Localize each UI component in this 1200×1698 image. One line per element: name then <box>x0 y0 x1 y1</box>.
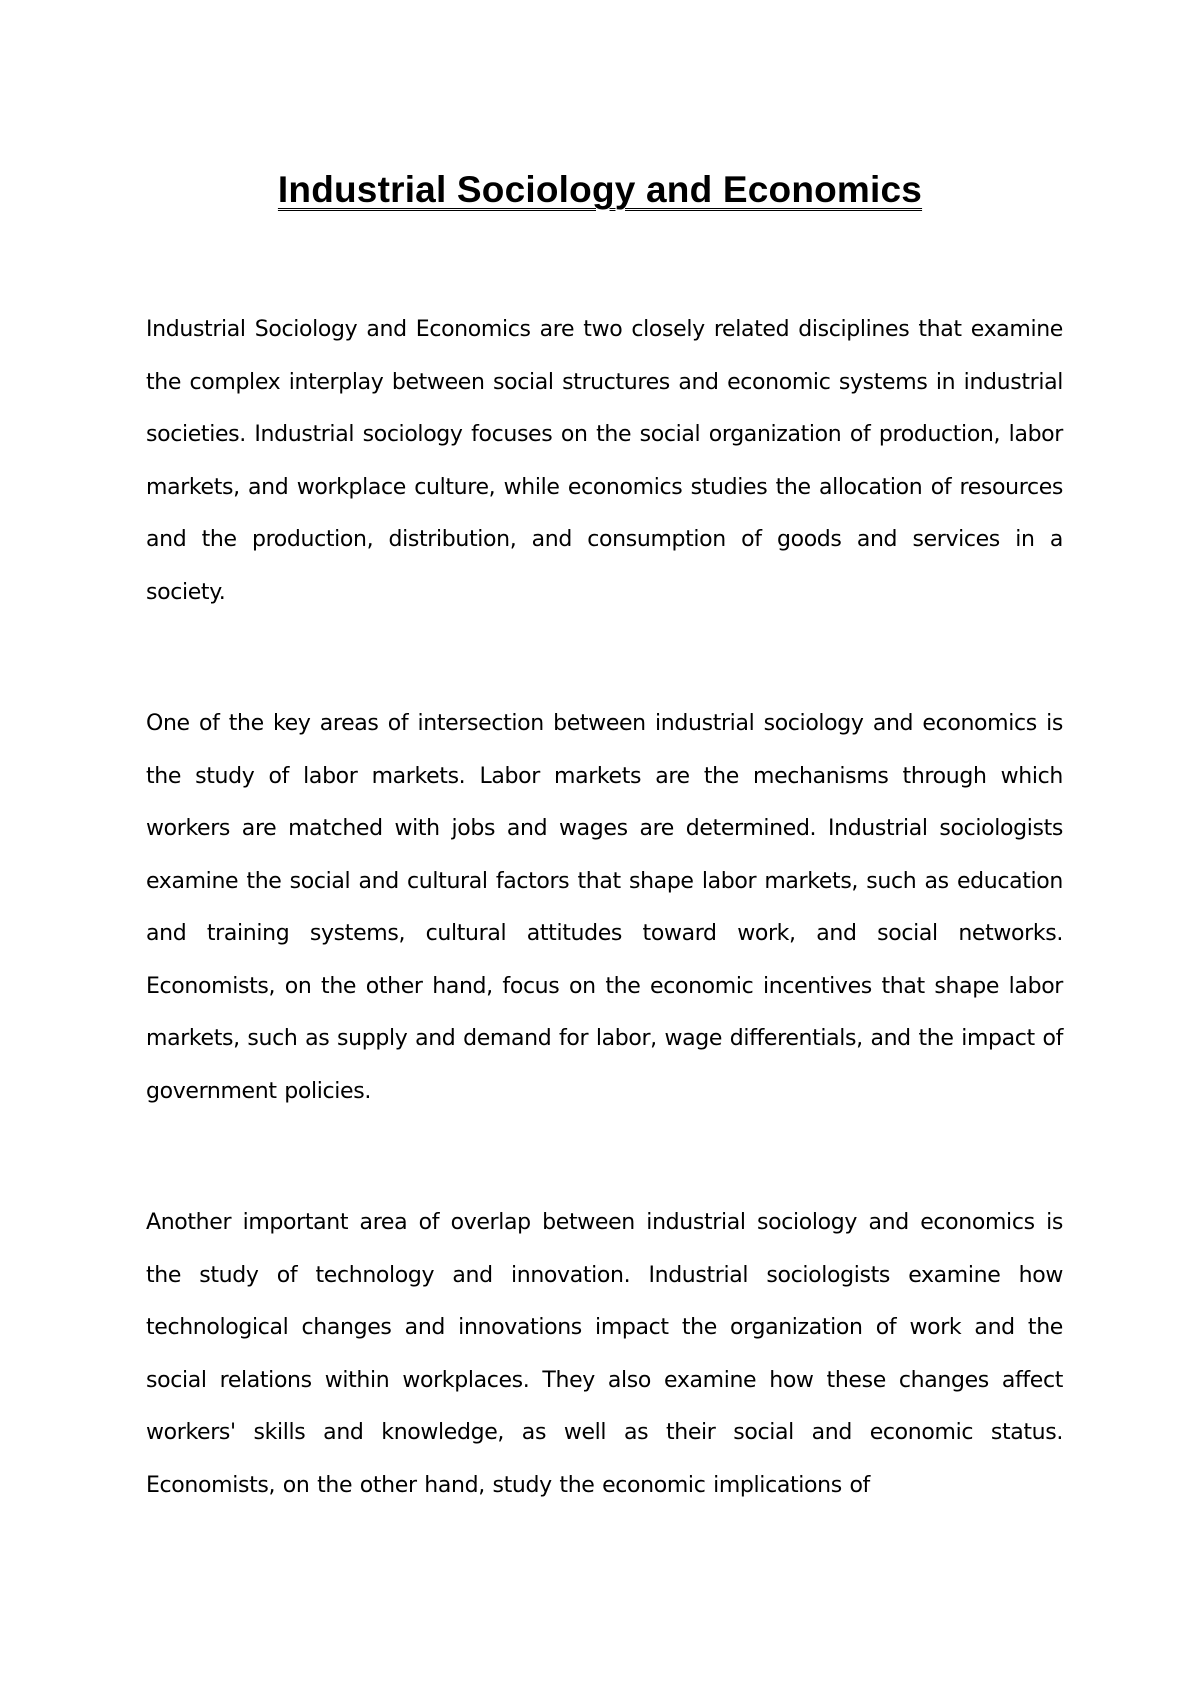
paragraph-2: One of the key areas of intersection between industrial sociology and economics is the study of labor markets. Labor markets are the mechanisms through which workers are matched with jobs and wages are determined. Industrial sociologists examine the social and cultural factors that shape labor markets, such as education and training systems, cultural attitudes toward work, and social networks. Economists, on the other hand, focus on the economic incentives that shape labor markets, such as supply and demand for labor, wage differentials, and the impact of government policies. <box>146 711 1063 1104</box>
document-title-text: Industrial Sociology and Economics <box>277 169 923 210</box>
document-title <box>0 168 1200 212</box>
paragraph-3: Another important area of overlap between industrial sociology and economics is the study of technology and innovation. Industrial sociologists examine how technological changes and innovations impact the organization of work and the social relations within workplaces. They also examine how these changes affect workers' skills and knowledge, as well as their social and economic status. Economists, on the other hand, study the economic implications of <box>146 1210 1063 1498</box>
paragraph-1: Industrial Sociology and Economics are two closely related disciplines that examine the complex interplay between social structures and economic systems in industrial societies. Industrial sociology focuses on the social organization of production, labor markets, and workplace culture, while economics studies the allocation of resources and the production, distribution, and consumption of goods and services in a society. <box>146 317 1063 605</box>
